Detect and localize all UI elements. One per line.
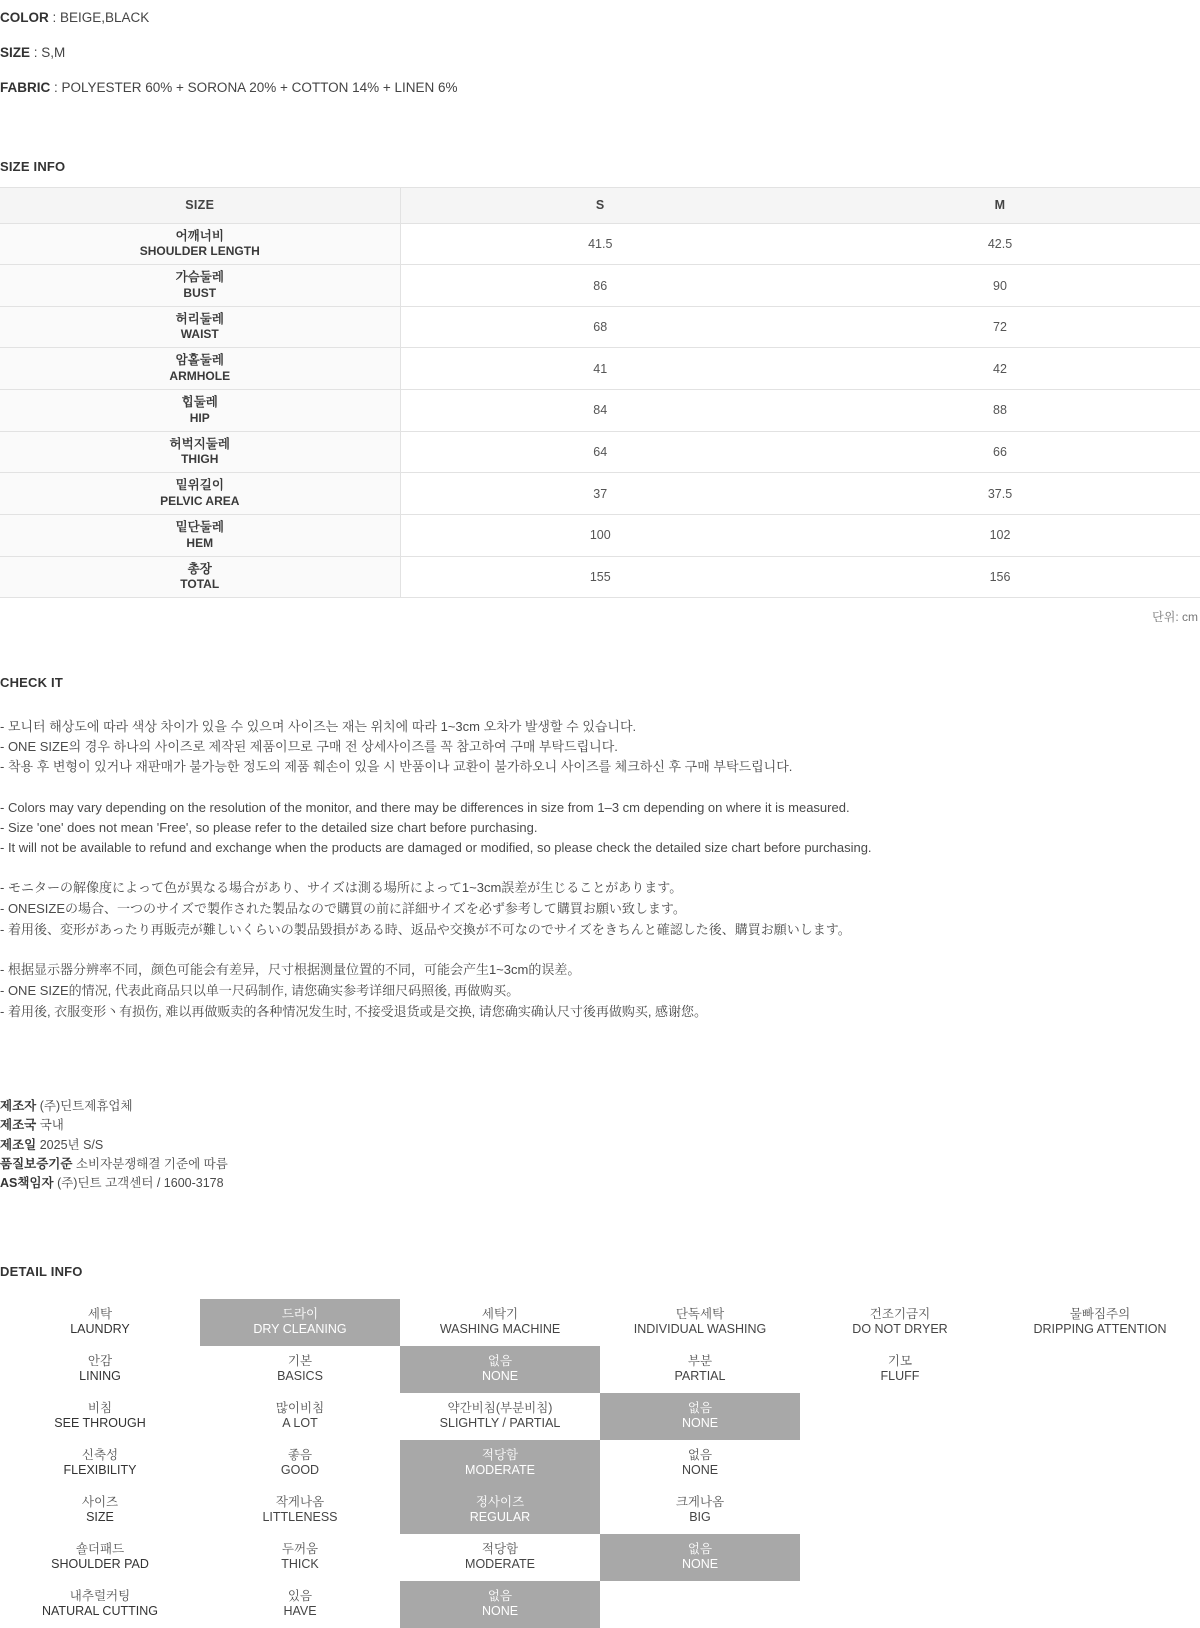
detail-en: WASHING MACHINE: [439, 1322, 561, 1337]
detail-cell-empty: [1000, 1346, 1200, 1393]
detail-cell-see-through: [0, 1393, 200, 1440]
maker-value: 소비자분쟁해결 기준에 따름: [72, 1156, 228, 1171]
size-unit-note: 단위: cm: [1152, 610, 1198, 625]
row-label-en: WAIST: [180, 327, 219, 342]
detail-ko: 정사이즈: [475, 1494, 525, 1509]
detail-ko: 안감: [87, 1353, 113, 1368]
detail-en: NONE: [681, 1557, 719, 1572]
column-header-m: M: [800, 187, 1200, 223]
spec-key: SIZE: [0, 45, 31, 61]
row-label-ko: 암홀둘레: [175, 353, 224, 368]
spec-line-fabric: [0, 80, 1200, 96]
detail-ko: 세탁기: [481, 1306, 519, 1321]
detail-cell-slightly-partial: [400, 1393, 600, 1440]
detail-cell-none-lining: [400, 1346, 600, 1393]
detail-row-see-through: [0, 1393, 1200, 1440]
detail-cell-empty: [1000, 1440, 1200, 1487]
detail-ko: 많이비침: [275, 1400, 325, 1415]
detail-cell-empty: [1000, 1581, 1200, 1628]
maker-key: 제조국: [0, 1118, 37, 1133]
detail-cell-empty: [600, 1581, 800, 1628]
detail-en: BASICS: [277, 1369, 323, 1384]
note-line: - It will not be available to refund and exchange when the products are damaged or modified, so please check the detailed size chart before purchasing.: [0, 839, 872, 855]
check-it-notes: [0, 717, 1200, 1023]
maker-value: 2025년 S/S: [36, 1137, 104, 1152]
note-group-english: [0, 798, 1200, 858]
note-line: - 着用後、変形があったり再販売が難しいくらいの製品毀損がある時、返品や交換が不可なのでサイズをきちんと確認した後、購買お願いします。: [0, 921, 851, 937]
detail-en: SIZE: [86, 1510, 114, 1525]
row-label-ko: 총장: [187, 561, 212, 576]
cell-s: 155: [400, 556, 800, 598]
row-label-en: HIP: [189, 410, 210, 425]
spec-line-size: [0, 45, 1200, 61]
detail-en: THICK: [281, 1557, 319, 1572]
detail-en: REGULAR: [469, 1510, 531, 1525]
detail-cell-a-lot: [200, 1393, 400, 1440]
detail-cell-fluff: [800, 1346, 1000, 1393]
table-row: [0, 514, 1200, 556]
detail-row-lining: [0, 1346, 1200, 1393]
detail-ko: 약간비침(부분비침): [447, 1400, 553, 1415]
maker-value: (주)딘트 고객센터 / 1600-3178: [53, 1176, 224, 1191]
detail-cell-empty: [800, 1487, 1000, 1534]
row-label-ko: 허리둘레: [175, 311, 224, 326]
detail-en: NONE: [481, 1604, 519, 1619]
row-label-ko: 밑위길이: [175, 478, 224, 493]
cell-m: 42.5: [800, 223, 1200, 265]
row-label-armhole: [0, 348, 400, 390]
detail-en: MODERATE: [465, 1557, 535, 1572]
table-row: [0, 390, 1200, 432]
detail-cell-individual-washing: [600, 1299, 800, 1346]
cell-s: 68: [400, 306, 800, 348]
maker-key: 제조일: [0, 1137, 37, 1152]
detail-ko: 부분: [687, 1353, 713, 1368]
detail-en: NONE: [481, 1369, 519, 1384]
row-label-en: PELVIC AREA: [160, 493, 240, 508]
cell-s: 41.5: [400, 223, 800, 265]
detail-en: NONE: [681, 1463, 719, 1478]
detail-cell-size: [0, 1487, 200, 1534]
detail-row-size: [0, 1487, 1200, 1534]
maker-line-country: [0, 1116, 1200, 1135]
row-label-en: SHOULDER LENGTH: [139, 244, 260, 259]
detail-en: SLIGHTLY / PARTIAL: [439, 1416, 561, 1431]
note-group-japanese: [0, 878, 1200, 940]
detail-cell-empty: [1000, 1534, 1200, 1581]
detail-en: MODERATE: [465, 1463, 535, 1478]
detail-ko: 사이즈: [81, 1494, 119, 1509]
table-row: [0, 473, 1200, 515]
detail-en: BIG: [689, 1510, 711, 1525]
detail-ko: 적당함: [481, 1447, 519, 1462]
detail-row-shoulder-pad: [0, 1534, 1200, 1581]
detail-cell-littleness: [200, 1487, 400, 1534]
row-label-thigh: [0, 431, 400, 473]
detail-ko: 신축성: [81, 1447, 119, 1462]
row-label-ko: 허벅지둘레: [169, 436, 230, 451]
spec-value: : POLYESTER 60% + SORONA 20% + COTTON 14% + LINEN 6%: [50, 80, 458, 96]
cell-m: 102: [800, 514, 1200, 556]
detail-en: HAVE: [283, 1604, 317, 1619]
detail-info-title: DETAIL INFO: [0, 1263, 83, 1279]
spec-value: : S,M: [30, 45, 66, 61]
note-line: - Size 'one' does not mean 'Free', so please refer to the detailed size chart before purchasing.: [0, 819, 538, 835]
detail-ko: 기본: [287, 1353, 313, 1368]
spec-key: FABRIC: [0, 80, 51, 96]
detail-cell-shoulder-pad: [0, 1534, 200, 1581]
detail-cell-none-flexibility: [600, 1440, 800, 1487]
spec-line-color: [0, 10, 1200, 26]
detail-cell-empty: [800, 1440, 1000, 1487]
row-label-en: HEM: [186, 535, 214, 550]
cell-m: 37.5: [800, 473, 1200, 515]
table-row: [0, 265, 1200, 307]
table-row: [0, 348, 1200, 390]
detail-cell-regular: [400, 1487, 600, 1534]
detail-en: FLUFF: [880, 1369, 920, 1384]
detail-cell-washing-machine: [400, 1299, 600, 1346]
detail-ko: 세탁: [87, 1306, 113, 1321]
detail-cell-good: [200, 1440, 400, 1487]
cell-m: 156: [800, 556, 1200, 598]
detail-cell-empty: [800, 1393, 1000, 1440]
detail-en: GOOD: [280, 1463, 320, 1478]
note-line: - 着用後, 衣服变形丶有损伤, 难以再做贩卖的各种情况发生时, 不接受退货或是交换, 请您确实确认尺寸後再做购买, 感谢您。: [0, 1004, 708, 1020]
row-label-ko: 힙둘레: [181, 395, 218, 410]
detail-en: A LOT: [282, 1416, 318, 1431]
row-label-waist: [0, 306, 400, 348]
row-label-en: THIGH: [181, 452, 219, 467]
detail-ko: 있음: [287, 1588, 313, 1603]
detail-cell-partial: [600, 1346, 800, 1393]
maker-line-date: [0, 1136, 1200, 1155]
detail-ko: 두꺼움: [281, 1541, 319, 1556]
note-line: - 착용 후 변형이 있거나 재판매가 불가능한 정도의 제품 훼손이 있을 시 반품이나 교환이 불가하오니 사이즈를 체크하신 후 구매 부탁드립니다.: [0, 759, 793, 775]
detail-row-laundry: [0, 1299, 1200, 1346]
detail-ko: 드라이: [281, 1306, 319, 1321]
detail-ko: 물빠짐주의: [1069, 1306, 1131, 1321]
detail-cell-empty: [800, 1581, 1000, 1628]
maker-key: AS책임자: [0, 1176, 54, 1191]
detail-cell-natural-cutting: [0, 1581, 200, 1628]
row-label-shoulder-length: [0, 223, 400, 265]
table-row: [0, 306, 1200, 348]
cell-m: 66: [800, 431, 1200, 473]
row-label-bust: [0, 265, 400, 307]
detail-en: INDIVIDUAL WASHING: [633, 1322, 767, 1337]
detail-cell-basics: [200, 1346, 400, 1393]
detail-cell-laundry: [0, 1299, 200, 1346]
maker-line-manufacturer: [0, 1097, 1200, 1116]
detail-cell-thick: [200, 1534, 400, 1581]
detail-ko: 단독세탁: [675, 1306, 725, 1321]
detail-en: LITTLENESS: [262, 1510, 338, 1525]
detail-cell-empty: [800, 1534, 1000, 1581]
maker-key: 제조자: [0, 1098, 37, 1113]
note-line: - モニターの解像度によって色が異なる場合があり、サイズは測る場所によって1~3cm誤差が生じることがあります。: [0, 880, 683, 896]
row-label-ko: 가슴둘레: [175, 270, 224, 285]
detail-en: NONE: [681, 1416, 719, 1431]
table-row: [0, 431, 1200, 473]
detail-ko: 적당함: [481, 1541, 519, 1556]
cell-m: 90: [800, 265, 1200, 307]
cell-s: 84: [400, 390, 800, 432]
maker-value: (주)딘트제휴업체: [36, 1098, 133, 1113]
note-line: - ONE SIZE의 경우 하나의 사이즈로 제작된 제품이므로 구매 전 상세사이즈를 꼭 참고하여 구매 부탁드립니다.: [0, 739, 618, 755]
table-header-row: [0, 187, 1200, 223]
note-line: - 根据显示器分辨率不同，颜色可能会有差异，尺寸根据测量位置的不同，可能会产生1~3cm的误差。: [0, 962, 581, 978]
note-line: - Colors may vary depending on the resolution of the monitor, and there may be differences in size from 1–3 cm depending on where it is measured.: [0, 799, 850, 815]
detail-cell-none-cutting: [400, 1581, 600, 1628]
row-label-en: BUST: [183, 285, 217, 300]
detail-cell-none-see-through: [600, 1393, 800, 1440]
row-label-ko: 밑단둘레: [175, 519, 224, 534]
detail-cell-empty: [1000, 1487, 1200, 1534]
row-label-hem: [0, 514, 400, 556]
column-header-s: S: [400, 187, 800, 223]
detail-info-table: [0, 1299, 1200, 1628]
detail-cell-none-pad: [600, 1534, 800, 1581]
detail-cell-dry-cleaning: [200, 1299, 400, 1346]
note-line: - ONE SIZE的情况, 代表此商品只以单一尺码制作, 请您确实参考详细尺码照後, 再做购买。: [0, 983, 520, 999]
cell-s: 100: [400, 514, 800, 556]
maker-value: 국내: [36, 1118, 64, 1133]
detail-en: PARTIAL: [674, 1369, 726, 1384]
detail-ko: 건조기금지: [869, 1306, 931, 1321]
detail-en: DRY CLEANING: [253, 1322, 347, 1337]
detail-ko: 없음: [487, 1588, 513, 1603]
note-group-korean: [0, 717, 1200, 777]
detail-ko: 숄더패드: [75, 1541, 125, 1556]
note-line: - ONESIZEの場合、一つのサイズで製作された製品なので購買の前に詳細サイズを必ず参考して購買お願い致します。: [0, 900, 686, 916]
detail-ko: 없음: [687, 1541, 713, 1556]
size-info-title: SIZE INFO: [0, 158, 66, 174]
table-row: [0, 223, 1200, 265]
row-label-en: ARMHOLE: [169, 369, 231, 384]
maker-line-as-contact: [0, 1174, 1200, 1193]
detail-ko: 기모: [887, 1353, 913, 1368]
column-header-size: SIZE: [0, 187, 400, 223]
detail-row-natural-cutting: [0, 1581, 1200, 1628]
maker-line-warranty: [0, 1155, 1200, 1174]
detail-en: LAUNDRY: [70, 1322, 130, 1337]
detail-en: LINING: [79, 1369, 121, 1384]
detail-cell-flexibility: [0, 1440, 200, 1487]
detail-ko: 없음: [687, 1400, 713, 1415]
size-info-table: [0, 187, 1200, 599]
detail-en: DO NOT DRYER: [852, 1322, 948, 1337]
detail-ko: 없음: [687, 1447, 713, 1462]
row-label-total: [0, 556, 400, 598]
detail-ko: 비침: [87, 1400, 113, 1415]
detail-ko: 좋음: [287, 1447, 313, 1462]
maker-key: 품질보증기준: [0, 1156, 73, 1171]
note-group-chinese: [0, 960, 1200, 1022]
table-row: [0, 556, 1200, 598]
detail-cell-lining: [0, 1346, 200, 1393]
row-label-hip: [0, 390, 400, 432]
cell-s: 41: [400, 348, 800, 390]
detail-cell-dripping-attention: [1000, 1299, 1200, 1346]
spec-key: COLOR: [0, 10, 49, 25]
detail-cell-big: [600, 1487, 800, 1534]
row-label-ko: 어깨너비: [175, 228, 224, 243]
detail-cell-moderate-flexibility: [400, 1440, 600, 1487]
cell-s: 37: [400, 473, 800, 515]
cell-m: 88: [800, 390, 1200, 432]
spec-value: : BEIGE,BLACK: [48, 10, 150, 25]
detail-ko: 작게나옴: [275, 1494, 325, 1509]
row-label-pelvic-area: [0, 473, 400, 515]
detail-ko: 크게나옴: [675, 1494, 725, 1509]
manufacturer-block: [0, 1097, 1200, 1194]
detail-en: DRIPPING ATTENTION: [1033, 1322, 1167, 1337]
detail-cell-moderate-pad: [400, 1534, 600, 1581]
cell-m: 72: [800, 306, 1200, 348]
note-line: - 모니터 해상도에 따라 색상 차이가 있을 수 있으며 사이즈는 재는 위치에 따라 1~3cm 오차가 발생할 수 있습니다.: [0, 719, 637, 735]
detail-row-flexibility: [0, 1440, 1200, 1487]
check-it-title: CHECK IT: [0, 675, 63, 691]
row-label-en: TOTAL: [180, 577, 220, 592]
detail-ko: 없음: [487, 1353, 513, 1368]
detail-en: SEE THROUGH: [54, 1416, 146, 1431]
detail-en: FLEXIBILITY: [63, 1463, 137, 1478]
detail-cell-have: [200, 1581, 400, 1628]
detail-en: NATURAL CUTTING: [42, 1604, 158, 1619]
product-spec-block: [0, 0, 1200, 97]
detail-cell-empty: [1000, 1393, 1200, 1440]
cell-m: 42: [800, 348, 1200, 390]
detail-cell-do-not-dryer: [800, 1299, 1000, 1346]
detail-ko: 내추럴커팅: [69, 1588, 131, 1603]
cell-s: 86: [400, 265, 800, 307]
detail-en: SHOULDER PAD: [51, 1557, 149, 1572]
cell-s: 64: [400, 431, 800, 473]
